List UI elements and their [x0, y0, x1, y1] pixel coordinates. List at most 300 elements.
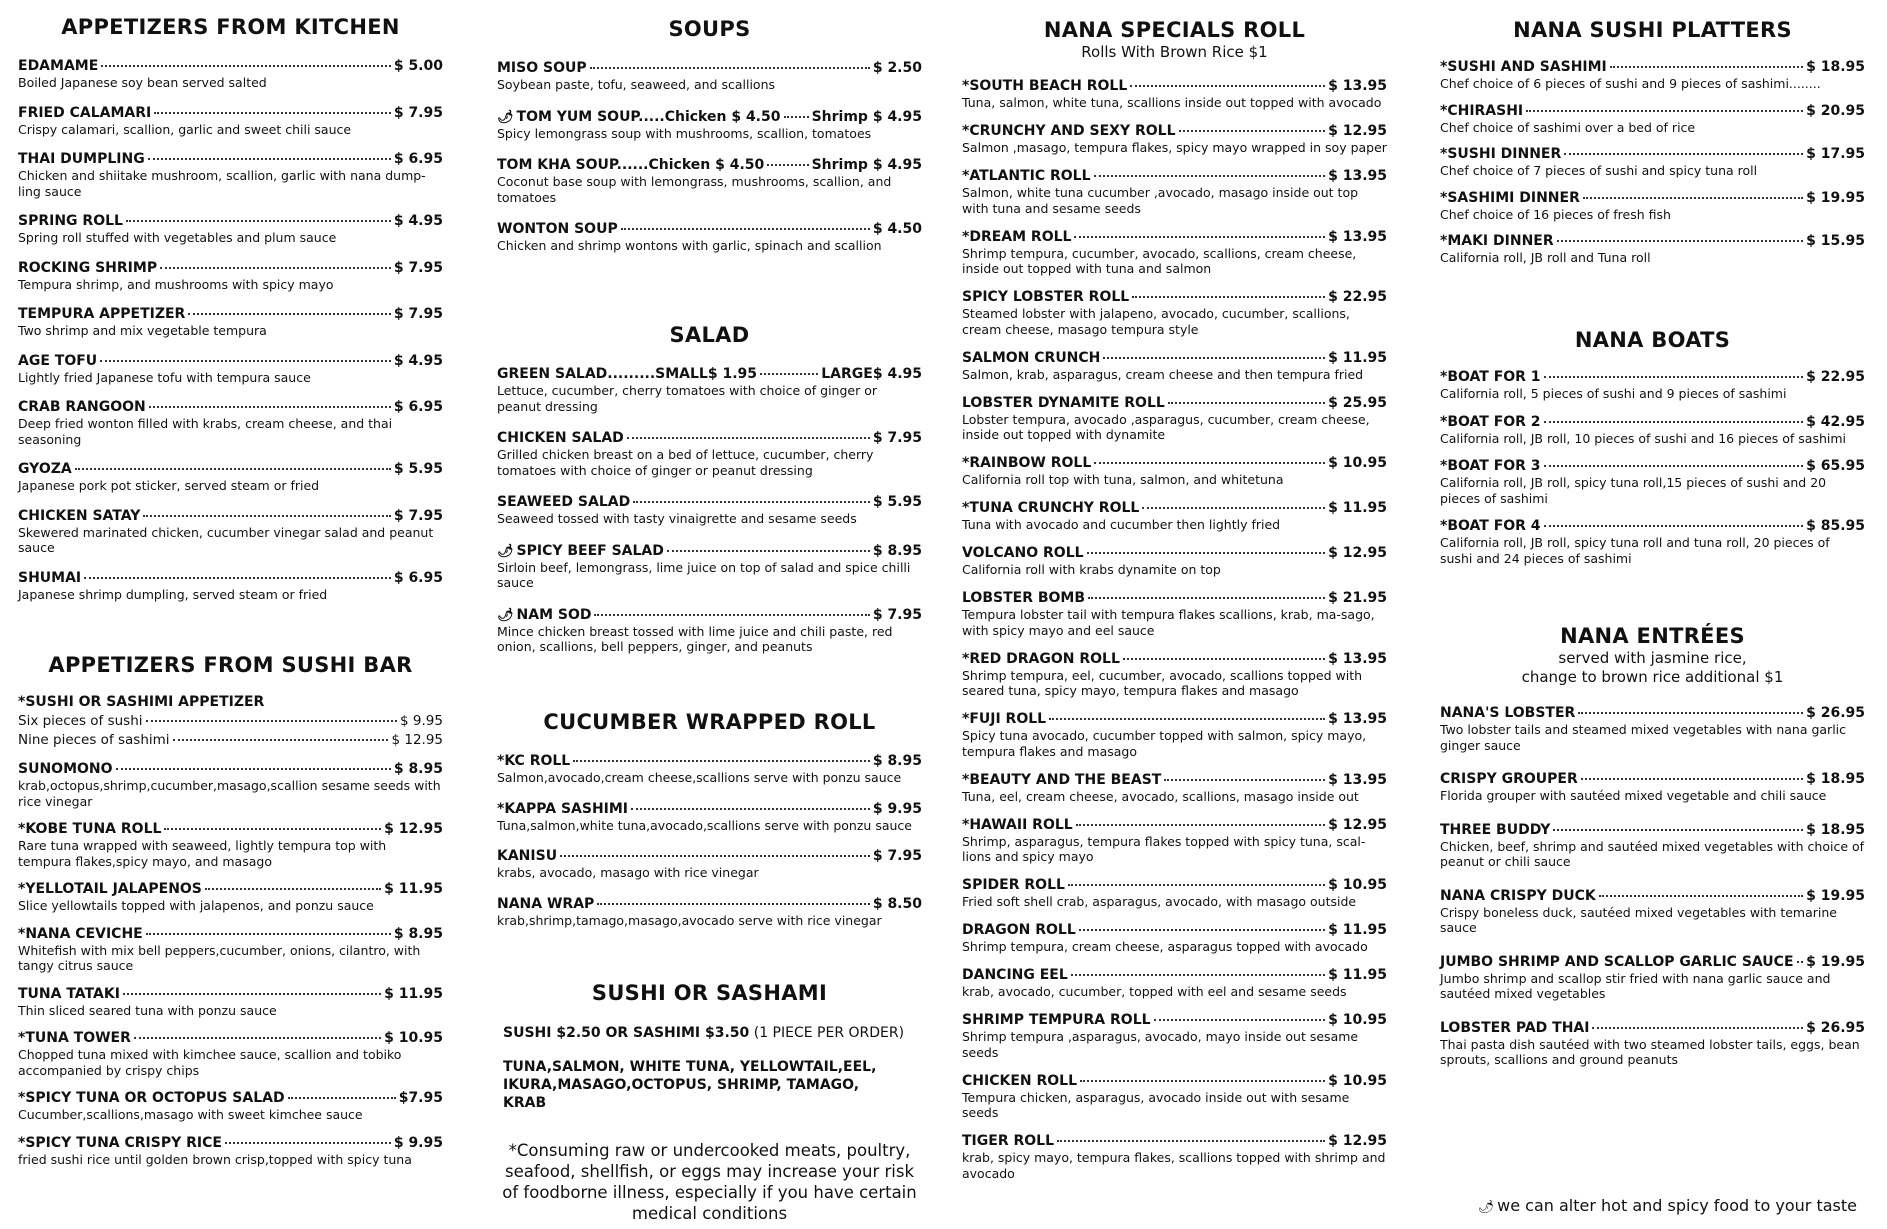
- menu-item-price: $ 4.95: [393, 213, 443, 229]
- menu-item-name: [962, 1133, 1054, 1150]
- menu-item-description: Whitefish with mix bell peppers,cucumber, onions, cilantro, with tangy citrus sauce: [18, 942, 421, 973]
- dot-leader: [101, 53, 391, 67]
- menu-item-name: [962, 772, 1161, 789]
- menu-item: [497, 799, 922, 834]
- menu-item: [962, 709, 1387, 759]
- menu-item-description: Spicy lemongrass soup with mushrooms, scallion, tomatoes: [497, 125, 872, 141]
- menu-item-name-text: SPRING ROLL: [18, 213, 123, 229]
- menu-item-line: [962, 453, 1387, 472]
- menu-item-name-text: CHICKEN SALAD: [497, 430, 624, 446]
- menu-item-price: $ 18.95: [1806, 771, 1865, 787]
- menu-item-line: [18, 149, 443, 168]
- menu-item-line: [18, 1133, 443, 1152]
- menu-item-price: $ 12.95: [384, 821, 443, 837]
- menu-item: [18, 568, 443, 603]
- food-safety-notice: *Consuming raw or undercooked meats, poultry, seafood, shellfish, or eggs may increase your risk of foodborne illness, especially if you have certain medical conditions: [502, 1141, 917, 1223]
- menu-item-price: $ 12.95: [1328, 545, 1387, 561]
- menu-item: [18, 879, 443, 914]
- menu-item-name: [1440, 954, 1794, 971]
- menu-item-name: [1440, 146, 1561, 163]
- dot-leader: [1164, 767, 1325, 781]
- menu-item-description: Salmon, krab, asparagus, cream cheese and then tempura fried: [962, 366, 1364, 382]
- menu-item-description: Sirloin beef, lemongrass, lime juice on top of salad and spice chilli sauce: [497, 559, 911, 590]
- menu-item: [962, 348, 1387, 383]
- menu-item-description: Japanese shrimp dumpling, served steam or fried: [18, 586, 328, 602]
- section-sushi-or-sashami: [497, 980, 922, 1224]
- item-list: [962, 76, 1387, 1181]
- menu-item: [1440, 820, 1865, 870]
- menu-item: [18, 351, 443, 386]
- menu-item: [962, 1131, 1387, 1181]
- menu-item-name: [18, 761, 113, 778]
- menu-item-line: [962, 815, 1387, 834]
- menu-item-name-text: *RED DRAGON ROLL: [962, 650, 1120, 667]
- menu-item-description: Japanese pork pot sticker, served steam or fried: [18, 478, 320, 493]
- dot-leader: [116, 756, 391, 770]
- menu-item-description: Shrimp tempura, cream cheese, asparagus topped with avocado: [962, 939, 1368, 954]
- menu-item-name: [1440, 888, 1596, 905]
- menu-item-price: $ 6.95: [393, 151, 443, 167]
- menu-item-price: $ 15.95: [1806, 233, 1865, 249]
- menu-item: [497, 219, 922, 254]
- menu-item-description: Florida grouper with sautéed mixed vegetable and chili sauce: [1440, 788, 1827, 803]
- menu-item-line: [1440, 367, 1865, 386]
- menu-item-description: Coconut base soup with lemongrass, mushrooms, scallion, and tomatoes: [497, 174, 892, 205]
- menu-item: [1440, 412, 1865, 447]
- menu-item: [18, 1088, 443, 1123]
- menu-item-name: [962, 711, 1046, 728]
- dot-leader: [1071, 962, 1325, 976]
- menu-item: [962, 965, 1387, 1000]
- dot-leader: [146, 921, 391, 935]
- menu-item-name: [18, 306, 185, 323]
- menu-item-line: [18, 568, 443, 587]
- section-title: APPETIZERS FROM KITCHEN: [61, 15, 400, 39]
- menu-item-name-text: *SPICY TUNA CRISPY RICE: [18, 1134, 222, 1151]
- menu-item-name-text: TOM KHA SOUP......Chicken $ 4.50: [497, 157, 765, 173]
- menu-item-name-text: *KC ROLL: [497, 753, 571, 769]
- menu-item-name: [18, 821, 161, 838]
- dot-leader: [633, 489, 870, 503]
- menu-item-name: [962, 289, 1129, 306]
- dot-leader: [1094, 450, 1325, 464]
- menu-item: [497, 364, 922, 414]
- menu-item-name: [962, 590, 1085, 607]
- menu-item-price: $ 20.95: [1806, 102, 1865, 119]
- menu-item-description: Tempura lobster tail with tempura flakes scallions, krab, ma-sago, with spicy mayo and eel sauce: [962, 607, 1375, 638]
- section-nana-specials-roll: [962, 17, 1387, 1192]
- menu-item-name-text: *FUJI ROLL: [962, 711, 1047, 727]
- menu-item-description: krab,octopus,shrimp,cucumber,masago,scallion sesame seeds with rice vinegar: [18, 778, 441, 809]
- menu-item-price: $7.95: [398, 1090, 443, 1106]
- menu-item-name-text: *KAPPA SASHIMI: [497, 800, 629, 817]
- menu-item-name-text: *SUSHI OR SASHIMI APPETIZER: [18, 694, 265, 710]
- menu-item-price: $ 7.95: [393, 507, 443, 524]
- menu-item-line: [497, 58, 922, 77]
- menu-item-price: $ 42.95: [1806, 413, 1865, 430]
- menu-item-line: [497, 428, 922, 447]
- menu-item: [1440, 769, 1865, 804]
- menu-item-name: [1440, 1020, 1589, 1037]
- dot-leader: [1544, 453, 1804, 467]
- menu-item-price: $ 4.50: [872, 221, 922, 237]
- dot-leader: [1564, 141, 1803, 155]
- menu-item-name-text: NANA CRISPY DUCK: [1440, 887, 1596, 904]
- menu-item-line: [497, 541, 922, 560]
- menu-item-name: [18, 105, 151, 122]
- menu-item: [962, 453, 1387, 488]
- menu-item-price: $ 26.95: [1806, 705, 1865, 721]
- menu-item: [18, 1028, 443, 1078]
- dot-leader: [173, 727, 389, 741]
- menu-item-description: Chef choice of 6 pieces of sushi and 9 pieces of sashimi........: [1440, 76, 1821, 91]
- menu-item-line: [962, 770, 1387, 789]
- menu-item: [18, 819, 443, 869]
- menu-item-description: fried sushi rice until golden brown crisp,topped with spicy tuna: [18, 1151, 412, 1167]
- menu-item-name: [962, 967, 1068, 984]
- menu-item-description: Shrimp tempura ,asparagus, avocado, mayo inside out sesame seeds: [962, 1029, 1359, 1060]
- menu-item-line: [1440, 952, 1865, 971]
- menu-item-name-text: *CRUNCHY AND SEXY ROLL: [962, 123, 1176, 139]
- menu-item-price: $ 11.95: [1328, 922, 1387, 938]
- menu-item-name-text: FRIED CALAMARI: [18, 104, 152, 121]
- menu-item-description: California roll top with tuna, salmon, and whitetuna: [962, 472, 1284, 487]
- menu-item-name: [18, 570, 81, 587]
- dot-leader: [667, 538, 870, 552]
- spicy-footnote: [1478, 1196, 1857, 1215]
- menu-item-line: [18, 397, 443, 416]
- menu-item-price: $ 26.95: [1806, 1019, 1865, 1036]
- menu-item-price: LARGE$ 4.95: [821, 366, 922, 382]
- menu-item-name-text: MISO SOUP: [497, 60, 587, 76]
- menu-item-price: $ 13.95: [1328, 168, 1387, 184]
- sushi-price-note: (1 PIECE PER ORDER): [753, 1025, 905, 1041]
- menu-item-name-text: THREE BUDDY: [1440, 821, 1551, 838]
- menu-item-name-text: LOBSTER DYNAMITE ROLL: [962, 394, 1165, 411]
- section-nana-entrees: [1440, 623, 1865, 1084]
- menu-item-name: [1440, 190, 1580, 207]
- menu-item-name: [962, 922, 1076, 939]
- menu-item-price: $ 5.00: [393, 58, 443, 74]
- menu-item-price: $ 9.95: [872, 800, 922, 817]
- menu-item-line: [497, 219, 922, 238]
- menu-item-description: Chicken and shiitake mushroom, scallion, garlic with nana dump-ling sauce: [18, 168, 426, 199]
- menu-item: [962, 121, 1387, 156]
- pepper-icon: 🌶︎: [1477, 1200, 1495, 1215]
- menu-item: [497, 155, 922, 205]
- menu-item-description: Tuna with avocado and cucumber then lightly fried: [962, 517, 1281, 532]
- menu-item: [18, 759, 443, 809]
- menu-item-description: California roll, JB roll, spicy tuna roll,15 pieces of sushi and 20 pieces of sashimi: [1440, 475, 1827, 506]
- menu-item: [962, 815, 1387, 865]
- menu-item-price: $ 85.95: [1806, 518, 1865, 534]
- menu-item-description: Deep fried wonton filled with krabs, cream cheese, and thai seasoning: [18, 416, 393, 447]
- dot-leader: [767, 152, 808, 166]
- menu-item: [962, 287, 1387, 337]
- section-title: NANA BOATS: [1574, 328, 1731, 352]
- menu-item-description: Shrimp, asparagus, tempura flakes topped with spicy tuna, scal-lions and spicy mayo: [962, 833, 1366, 864]
- menu-item-name-text: *ATLANTIC ROLL: [962, 168, 1091, 184]
- item-list: [497, 58, 922, 254]
- menu-item-line: [1440, 769, 1865, 788]
- menu-item-line: [18, 506, 443, 525]
- menu-item: [18, 103, 443, 138]
- menu-item-line: [18, 103, 443, 122]
- menu-item-description: Tempura shrimp, and mushrooms with spicy mayo: [18, 276, 334, 292]
- menu-item-price: $ 18.95: [1806, 821, 1865, 838]
- dot-leader: [1581, 766, 1803, 780]
- menu-item-price: $ 19.95: [1806, 953, 1865, 970]
- menu-item-price: $ 19.95: [1806, 887, 1865, 904]
- menu-item-name: [962, 651, 1120, 668]
- menu-item-name: [18, 508, 140, 525]
- menu-item-name-text: SPIDER ROLL: [962, 877, 1065, 893]
- menu-item-description: Tuna, salmon, white tuna, scallions inside out topped with avocado: [962, 95, 1382, 110]
- menu-item-name: [497, 607, 591, 624]
- menu-item-price: $ 5.95: [872, 494, 922, 510]
- menu-item-name-text: *SASHIMI DINNER: [1440, 189, 1580, 206]
- menu-item-description: Crispy calamari, scallion, garlic and sweet chili sauce: [18, 121, 352, 137]
- menu-item-name: [18, 926, 143, 943]
- menu-item-description: Rare tuna wrapped with seaweed, lightly tempura top with tempura flakes,spicy mayo, and masago: [18, 838, 387, 869]
- menu-item-name-text: CHICKEN SATAY: [18, 507, 141, 524]
- dot-leader: [590, 55, 870, 69]
- dot-leader: [1592, 1015, 1803, 1029]
- menu-item-name-text: *HAWAII ROLL: [962, 816, 1073, 833]
- menu-item: [1440, 1018, 1865, 1068]
- section-title: NANA SPECIALS ROLL: [1043, 18, 1306, 42]
- menu-item-description: Thai pasta dish sautéed with two steamed lobster tails, eggs, bean sprouts, scallions and ground peanuts: [1440, 1036, 1860, 1067]
- dot-leader: [75, 456, 391, 470]
- menu-item: [962, 588, 1387, 638]
- menu-item-price: $ 17.95: [1806, 146, 1865, 162]
- sushi-price-line: [497, 1024, 922, 1042]
- menu-item-description: Salmon, white tuna cucumber ,avocado, masago inside out top with tuna and sesame seeds: [962, 185, 1359, 216]
- menu-item-description: Jumbo shrimp and scallop stir fried with nana garlic sauce and sautéed mixed vegetables: [1440, 970, 1831, 1001]
- menu-item-description: krab,shrimp,tamago,masago,avocado serve with rice vinegar: [497, 912, 882, 928]
- menu-item-name: [1440, 233, 1554, 250]
- menu-item: [18, 56, 443, 91]
- menu-item: [1440, 516, 1865, 566]
- menu-item-name-text: *CHIRASHI: [1440, 102, 1524, 119]
- menu-item-price: $ 11.95: [384, 881, 443, 897]
- dot-leader: [1080, 1068, 1325, 1082]
- menu-item-price: $ 11.95: [1328, 349, 1387, 366]
- section-title: APPETIZERS FROM SUSHI BAR: [48, 653, 413, 677]
- section-subtitle-2: change to brown rice additional $1: [1521, 668, 1784, 686]
- menu-item-name: [497, 221, 618, 238]
- menu-item: [1440, 367, 1865, 402]
- section-sushi-platters: [1440, 17, 1865, 275]
- section-appetizers-kitchen: [18, 14, 443, 614]
- menu-item-name: [1440, 518, 1541, 535]
- menu-item-name-text: JUMBO SHRIMP AND SCALLOP GARLIC SAUCE: [1440, 953, 1794, 970]
- menu-item-line: [962, 649, 1387, 668]
- item-list: [1440, 703, 1865, 1068]
- menu-item-name: [497, 753, 570, 770]
- menu-item: [1440, 886, 1865, 936]
- menu-item-name-text: SUNOMONO: [18, 761, 113, 777]
- menu-item: [1440, 144, 1865, 179]
- menu-item-line: [962, 1010, 1387, 1029]
- dot-leader: [1557, 228, 1803, 242]
- menu-item-line: [962, 965, 1387, 984]
- menu-item-name: [1440, 822, 1550, 839]
- footnote-text: we can alter hot and spicy food to your taste: [1497, 1196, 1857, 1215]
- menu-item-name: [18, 353, 97, 370]
- menu-item: [497, 492, 922, 527]
- menu-item: [1440, 703, 1865, 753]
- menu-item-name-text: TEMPURA APPETIZER: [18, 306, 186, 322]
- menu-item-name: [497, 848, 557, 865]
- menu-item-price: $ 6.95: [393, 399, 443, 415]
- menu-item: [497, 751, 922, 786]
- menu-item-price: $ 8.95: [872, 753, 922, 769]
- dot-leader: [188, 301, 390, 315]
- menu-item-price: $ 12.95: [1328, 816, 1387, 833]
- menu-item-name-text: NANA'S LOBSTER: [1440, 705, 1576, 721]
- menu-item-name-text: WONTON SOUP: [497, 221, 618, 237]
- menu-item-name-text: ROCKING SHRIMP: [18, 259, 158, 276]
- menu-item-name: [18, 260, 157, 277]
- section-appetizers-sushi-bar: [18, 652, 443, 1177]
- menu-item-line: [962, 498, 1387, 517]
- menu-item-name: [18, 213, 123, 230]
- section-soups: [497, 16, 922, 268]
- menu-item-price: $ 8.95: [872, 542, 922, 559]
- menu-item: [18, 506, 443, 556]
- menu-item-name: [962, 229, 1071, 246]
- dot-leader: [597, 891, 870, 905]
- menu-item: [962, 393, 1387, 443]
- menu-item-line: [962, 76, 1387, 95]
- menu-item: [18, 149, 443, 199]
- option-name: Nine pieces of sashimi: [18, 732, 170, 748]
- menu-item-name: [18, 1135, 222, 1152]
- menu-item-line: [497, 894, 922, 913]
- menu-item-description: Fried soft shell crab, asparagus, avocado, with masago outside: [962, 894, 1357, 909]
- menu-item-line: [1440, 101, 1865, 120]
- menu-item-name: [497, 366, 757, 383]
- menu-item-line: [1440, 516, 1865, 535]
- dot-leader: [1583, 185, 1803, 199]
- menu-item-name: [1440, 705, 1575, 722]
- menu-item-name-text: SALMON CRUNCH: [962, 349, 1101, 366]
- menu-item-description: krab, avocado, cucumber, topped with eel and sesame seeds: [962, 984, 1347, 999]
- menu-item-name-text: *BEAUTY AND THE BEAST: [962, 771, 1162, 788]
- menu-item-description: Tempura chicken, asparagus, avocado inside out with sesame seeds: [962, 1089, 1350, 1120]
- menu-item-name-text: TIGER ROLL: [962, 1133, 1054, 1149]
- dot-leader: [160, 255, 391, 269]
- menu-item-description: Seaweed tossed with tasty vinaigrette and sesame seeds: [497, 511, 857, 526]
- menu-item-line: [18, 984, 443, 1003]
- dot-leader: [1544, 513, 1804, 527]
- section-subtitle: served with jasmine rice,: [1558, 649, 1747, 667]
- menu-item-name-text: VOLCANO ROLL: [962, 545, 1084, 561]
- menu-item-price: $ 12.95: [1328, 123, 1387, 139]
- menu-item-name: [962, 350, 1100, 367]
- menu-item-name: [962, 817, 1073, 834]
- menu-item-name-text: *BOAT FOR 4: [1440, 518, 1541, 534]
- menu-item-price: $ 10.95: [1328, 1012, 1387, 1028]
- menu-item-description: Lightly fried Japanese tofu with tempura sauce: [18, 369, 311, 385]
- item-list: [18, 694, 443, 1167]
- menu-item-description: Chicken and shrimp wontons with garlic, spinach and scallion: [497, 238, 882, 253]
- menu-item-name: [962, 168, 1091, 185]
- menu-item-description: Lobster tempura, avocado ,asparagus, cucumber, cream cheese, inside out topped with dynamite: [962, 411, 1370, 442]
- menu-item-name-text: *DREAM ROLL: [962, 228, 1072, 245]
- dot-leader: [1068, 872, 1325, 886]
- dot-leader: [1049, 706, 1325, 720]
- item-list: [497, 751, 922, 928]
- menu-item-price: $ 19.95: [1806, 189, 1865, 206]
- menu-item: [18, 397, 443, 447]
- menu-item: [962, 227, 1387, 277]
- menu-item: [497, 541, 922, 591]
- menu-item-name-text: NAM SOD: [516, 606, 592, 623]
- menu-item-price: $ 11.95: [384, 985, 443, 1002]
- menu-item-description: Tuna, eel, cream cheese, avocado, scallions, masago inside out: [962, 788, 1359, 804]
- menu-item-line: [497, 846, 922, 865]
- dot-leader: [154, 100, 391, 114]
- dot-leader: [1544, 409, 1804, 423]
- menu-item-price: $ 8.95: [393, 925, 443, 942]
- menu-item-price: $ 7.95: [393, 306, 443, 322]
- dot-leader: [573, 748, 870, 762]
- menu-item-price: $ 10.95: [384, 1030, 443, 1046]
- menu-item-description: Slice yellowtails topped with jalapenos, and ponzu sauce: [18, 898, 374, 913]
- menu-item-name-text: SPICY BEEF SALAD: [516, 542, 664, 559]
- menu-item-description: Salmon,avocado,cream cheese,scallions serve with ponzu sauce: [497, 770, 902, 785]
- menu-item-name-text: TOM YUM SOUP.....Chicken $ 4.50: [516, 108, 781, 125]
- menu-item-name: [962, 123, 1176, 140]
- menu-item: [962, 543, 1387, 578]
- menu-item-name: [962, 1073, 1077, 1090]
- menu-item-price: $ 8.50: [872, 895, 922, 912]
- menu-item-price: $ 21.95: [1328, 590, 1387, 606]
- menu-item-name-text: KANISU: [497, 848, 558, 864]
- menu-item-name: [1440, 771, 1578, 788]
- menu-item-description: Shrimp tempura, cucumber, avocado, scallions, cream cheese, inside out topped with tuna and salmon: [962, 245, 1357, 276]
- menu-item-description: Chef choice of sashimi over a bed of rice: [1440, 119, 1696, 135]
- menu-item-name: [962, 455, 1091, 472]
- menu-item-name-text: *SUSHI AND SASHIMI: [1440, 59, 1607, 75]
- menu-item-line: [962, 1071, 1387, 1090]
- menu-item: [18, 1133, 443, 1168]
- menu-item-description: Crispy boneless duck, sautéed mixed vegetables with temarine sauce: [1440, 904, 1837, 935]
- menu-item-price: $ 5.95: [393, 461, 443, 477]
- menu-item-price: $ 11.95: [1328, 500, 1387, 516]
- menu-item-name: [18, 151, 145, 168]
- menu-item-line: [1440, 820, 1865, 839]
- menu-item-price: $ 2.50: [872, 60, 922, 76]
- menu-item-line: [1440, 188, 1865, 207]
- menu-item: [962, 770, 1387, 805]
- dot-leader: [1074, 224, 1325, 238]
- dot-leader: [1168, 390, 1325, 404]
- menu-item: [18, 924, 443, 974]
- menu-item-description: Spicy tuna avocado, cucumber topped with salmon, spicy mayo, tempura flakes and masago: [962, 728, 1367, 759]
- menu-item-line: [18, 304, 443, 323]
- section-title: SALAD: [669, 323, 750, 347]
- menu-item: [962, 875, 1387, 910]
- item-list: [497, 364, 922, 655]
- menu-item-name-text: *KOBE TUNA ROLL: [18, 821, 162, 837]
- dot-leader: [123, 981, 381, 995]
- menu-item: [497, 894, 922, 929]
- dot-leader: [148, 146, 391, 160]
- menu-item-line: [497, 492, 922, 511]
